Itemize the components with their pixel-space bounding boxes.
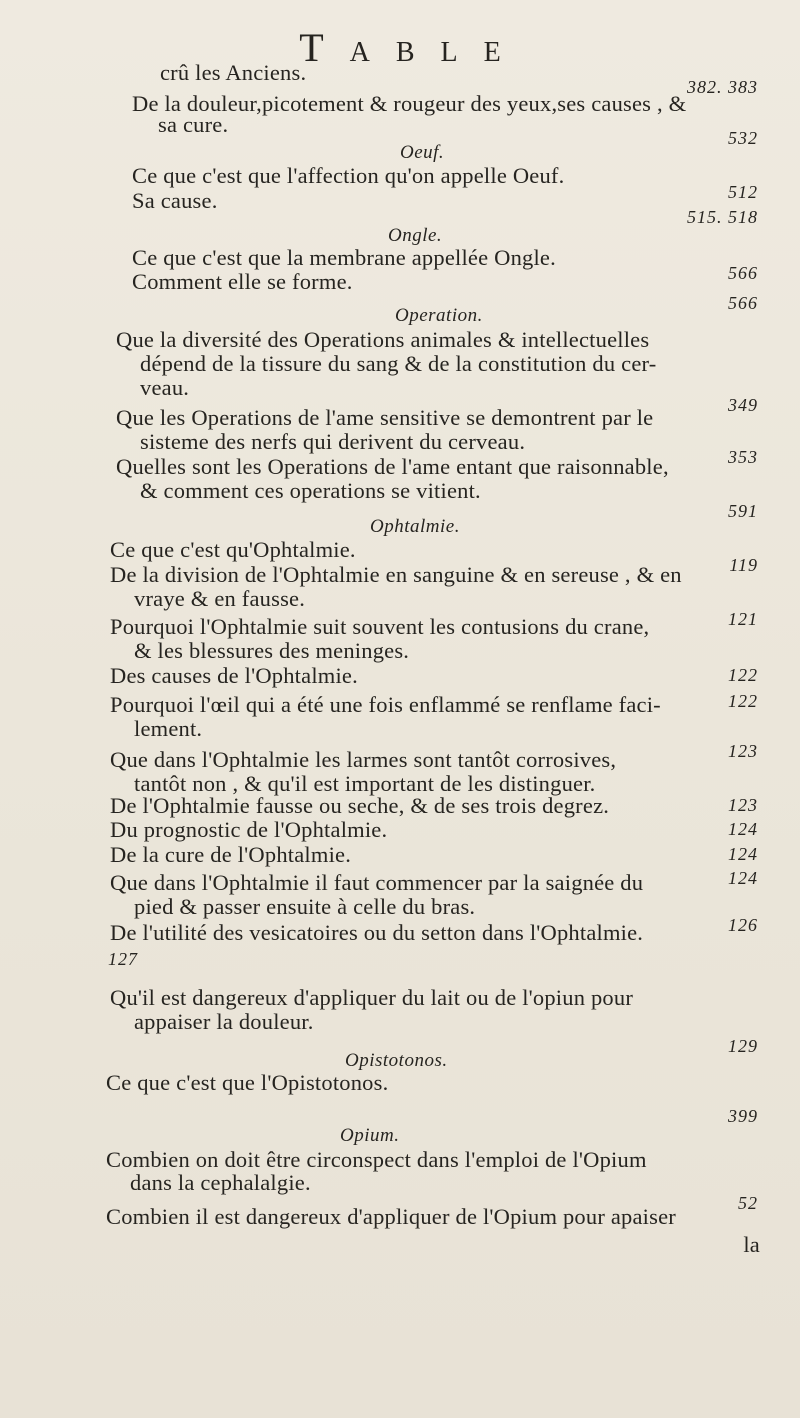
- entry-line: Ce que c'est qu'Ophtalmie.: [110, 537, 356, 562]
- entry-line: Sa cause.: [132, 188, 218, 213]
- page-reference: 349: [728, 395, 758, 415]
- page-reference: 129: [728, 1036, 758, 1056]
- entry-line: tantôt non , & qu'il est important de les distinguer.: [134, 771, 596, 796]
- section-heading-opistotonos: Opistotonos.: [345, 1050, 448, 1071]
- page-reference: 515. 518: [687, 207, 758, 227]
- section-heading-opium: Opium.: [340, 1125, 400, 1146]
- page-reference: 591: [728, 501, 758, 521]
- page-reference: 532: [728, 128, 758, 148]
- entry-line: Ce que c'est que l'affection qu'on appelle Oeuf.: [132, 163, 565, 188]
- page-reference: 382. 383: [687, 77, 758, 97]
- page-reference: 127: [108, 949, 138, 969]
- page-reference: 124: [728, 868, 758, 888]
- entry-line: Qu'il est dangereux d'appliquer du lait ou de l'opiun pour: [110, 985, 634, 1010]
- entry-line: appaiser la douleur.: [134, 1009, 314, 1034]
- page-reference: 124: [728, 819, 758, 839]
- page-reference: 566: [728, 293, 758, 313]
- page-reference: 123: [728, 741, 758, 761]
- entry-line: De l'Ophtalmie fausse ou seche, & de ses trois degrez.: [110, 793, 610, 818]
- page-reference: 566: [728, 263, 758, 283]
- entry-line: & comment ces operations se vitient.: [140, 478, 481, 503]
- page-reference: 122: [728, 665, 758, 685]
- page-reference: 126: [728, 915, 758, 935]
- entry-line: & les blessures des meninges.: [134, 638, 410, 663]
- entry-line: De la division de l'Ophtalmie en sanguine & en sereuse , & en: [110, 562, 682, 587]
- entry-line: pied & passer ensuite à celle du bras.: [134, 894, 476, 919]
- page-reference: 512: [728, 182, 758, 202]
- page-reference: 52: [738, 1193, 758, 1213]
- entry-line: vraye & en fausse.: [134, 586, 306, 611]
- section-heading-ongle: Ongle.: [388, 225, 443, 246]
- entry-line: Que les Operations de l'ame sensitive se demontrent par le: [116, 405, 654, 430]
- catchword: la: [743, 1232, 760, 1257]
- entry-line: Des causes de l'Ophtalmie.: [110, 663, 358, 688]
- entry-line: dépend de la tissure du sang & de la constitution du cer-: [140, 351, 657, 376]
- entry-line: De la douleur,picotement & rougeur des yeux,ses causes , &: [132, 91, 687, 116]
- entry-line: Ce que c'est que l'Opistotonos.: [106, 1070, 389, 1095]
- running-head: Table: [299, 25, 527, 70]
- entry-line: Comment elle se forme.: [132, 269, 353, 294]
- entry-line: crû les Anciens.: [160, 60, 307, 85]
- entry-line: sisteme des nerfs qui derivent du cerveau.: [140, 429, 526, 454]
- entry-line: De l'utilité des vesicatoires ou du setton dans l'Ophtalmie.: [110, 920, 644, 945]
- section-heading-ophtalmie: Ophtalmie.: [370, 516, 460, 537]
- entry-line: Du prognostic de l'Ophtalmie.: [110, 817, 388, 842]
- entry-line: Combien on doit être circonspect dans l'emploi de l'Opium: [106, 1147, 647, 1172]
- page-reference: 119: [729, 555, 758, 575]
- page-reference: 399: [728, 1106, 758, 1126]
- page-reference: 123: [728, 795, 758, 815]
- page-reference: 122: [728, 691, 758, 711]
- entry-line: lement.: [134, 716, 203, 741]
- page-reference: 353: [728, 447, 758, 467]
- entry-line: Pourquoi l'Ophtalmie suit souvent les contusions du crane,: [110, 614, 650, 639]
- entry-line: Que la diversité des Operations animales & intellectuelles: [116, 327, 650, 352]
- entry-line: sa cure.: [158, 112, 229, 137]
- entry-line: Que dans l'Ophtalmie les larmes sont tantôt corrosives,: [110, 747, 617, 772]
- entry-line: Quelles sont les Operations de l'ame entant que raisonnable,: [116, 454, 669, 479]
- entry-line: veau.: [140, 375, 190, 400]
- entry-line: De la cure de l'Ophtalmie.: [110, 842, 352, 867]
- entry-line: Combien il est dangereux d'appliquer de l'Opium pour apaiser: [106, 1204, 676, 1229]
- entry-line: Ce que c'est que la membrane appellée Ongle.: [132, 245, 556, 270]
- entry-line: dans la cephalalgie.: [130, 1170, 311, 1195]
- section-heading-oeuf: Oeuf.: [400, 142, 445, 163]
- entry-line: Que dans l'Ophtalmie il faut commencer par la saignée du: [110, 870, 644, 895]
- page-reference: 124: [728, 844, 758, 864]
- page-reference: 121: [728, 609, 758, 629]
- section-heading-operation: Operation.: [395, 305, 483, 326]
- entry-line: Pourquoi l'œil qui a été une fois enflammé se renflame faci-: [110, 692, 661, 717]
